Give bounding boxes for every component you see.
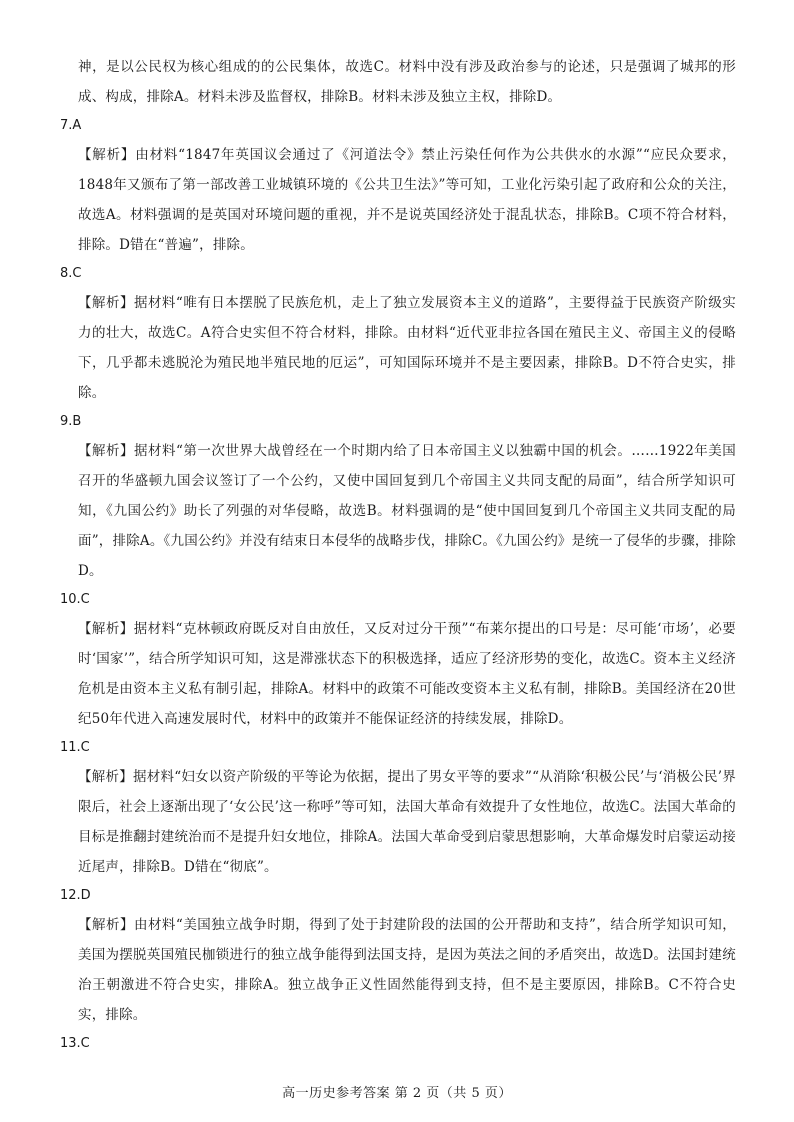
page-footer: 高一历史参考答案 第 2 页（共 5 页） xyxy=(282,1086,512,1101)
answer-explanation: 【解析】由材料“美国独立战争时期，得到了处于封建阶段的法国的公开帮助和支持”，结合所学知识可知，美国为摆脱英国殖民枷锁进行的独立战争能得到法国支持，是因为英法之间的矛盾突出，故选D。法国封建统治王朝激进不符合史实，排除A。独立战争正义性固然能得到支持，但不是主要原因，排除B。C不符合史实，排除。 xyxy=(78,917,736,1023)
answer-number: 12.D xyxy=(60,888,91,903)
answer-number: 10.C xyxy=(60,592,90,607)
answer-explanation: 【解析】据材料“第一次世界大战曾经在一个时期内给了日本帝国主义以独霸中国的机会。……1922年美国召开的华盛顿九国会议签订了一个公约，又使中国回复到几个帝国主义共同支配的局面”，结合所学知识可知，《九国公约》助长了列强的对华侵略，故选B。材料强调的是“使中国回复到几个帝国主义共同支配的局面”，排除A。《九国公约》并没有结束日本侵华的战略步伐，排除C。《九国公约》是统一了侵华的步骤，排除D。 xyxy=(78,443,736,579)
answer-number: 13.C xyxy=(60,1036,90,1051)
answer-explanation: 【解析】据材料“妇女以资产阶级的平等论为依据，提出了男女平等的要求”“从消除‘积极公民’与‘消极公民’界限后，社会上逐渐出现了‘女公民’这一称呼”等可知，法国大革命有效提升了女性地位，故选C。法国大革命的目标是推翻封建统治而不是提升妇女地位，排除A。法国大革命受到启蒙思想影响，大革命爆发时启蒙运动接近尾声，排除B。D错在“彻底”。 xyxy=(78,769,736,875)
answer-number: 7.A xyxy=(60,118,82,133)
answer-number: 11.C xyxy=(60,740,90,755)
continued-explanation: 神，是以公民权为核心组成的的公民集体，故选C。材料中没有涉及政治参与的论述，只是强调了城邦的形成、构成，排除A。材料未涉及监督权，排除B。材料未涉及独立主权，排除D。 xyxy=(78,59,736,105)
answer-number: 9.B xyxy=(60,414,82,429)
answer-explanation: 【解析】据材料“唯有日本摆脱了民族危机，走上了独立发展资本主义的道路”，主要得益于民族资产阶级实力的壮大，故选C。A符合史实但不符合材料，排除。由材料“近代亚非拉各国在殖民主义、帝国主义的侵略下，几乎都未逃脱沦为殖民地半殖民地的厄运”，可知国际环境并不是主要因素，排除B。D不符合史实，排除。 xyxy=(78,295,736,401)
answer-item-8 xyxy=(60,260,736,408)
answer-item-11 xyxy=(60,734,736,882)
answer-item-7 xyxy=(60,112,736,260)
answer-explanation: 【解析】由材料“1847年英国议会通过了《河道法令》禁止污染任何作为公共供水的水源”“应民众要求，1848年又颁布了第一部改善工业城镇环境的《公共卫生法》”等可知，工业化污染引起了政府和公众的关注，故选A。材料强调的是英国对环境问题的重视，并不是说英国经济处于混乱状态，排除B。C项不符合材料，排除。D错在“普遍”，排除。 xyxy=(78,147,736,253)
answer-item-12 xyxy=(60,882,736,1030)
answer-number: 8.C xyxy=(60,266,82,281)
answer-item-9 xyxy=(60,408,736,586)
answer-content xyxy=(60,52,736,1058)
answer-item-13 xyxy=(60,1030,736,1058)
answer-explanation: 【解析】据材料“克林顿政府既反对自由放任，又反对过分干预”“布莱尔提出的口号是：尽可能‘市场’，必要时‘国家’”，结合所学知识可知，这是滞涨状态下的积极选择，适应了经济形势的变化，故选C。资本主义经济危机是由资本主义私有制引起，排除A。材料中的政策不可能改变资本主义私有制，排除B。美国经济在20世纪50年代进入高速发展时代，材料中的政策并不能保证经济的持续发展，排除D。 xyxy=(78,621,736,727)
answer-item-10 xyxy=(60,586,736,734)
